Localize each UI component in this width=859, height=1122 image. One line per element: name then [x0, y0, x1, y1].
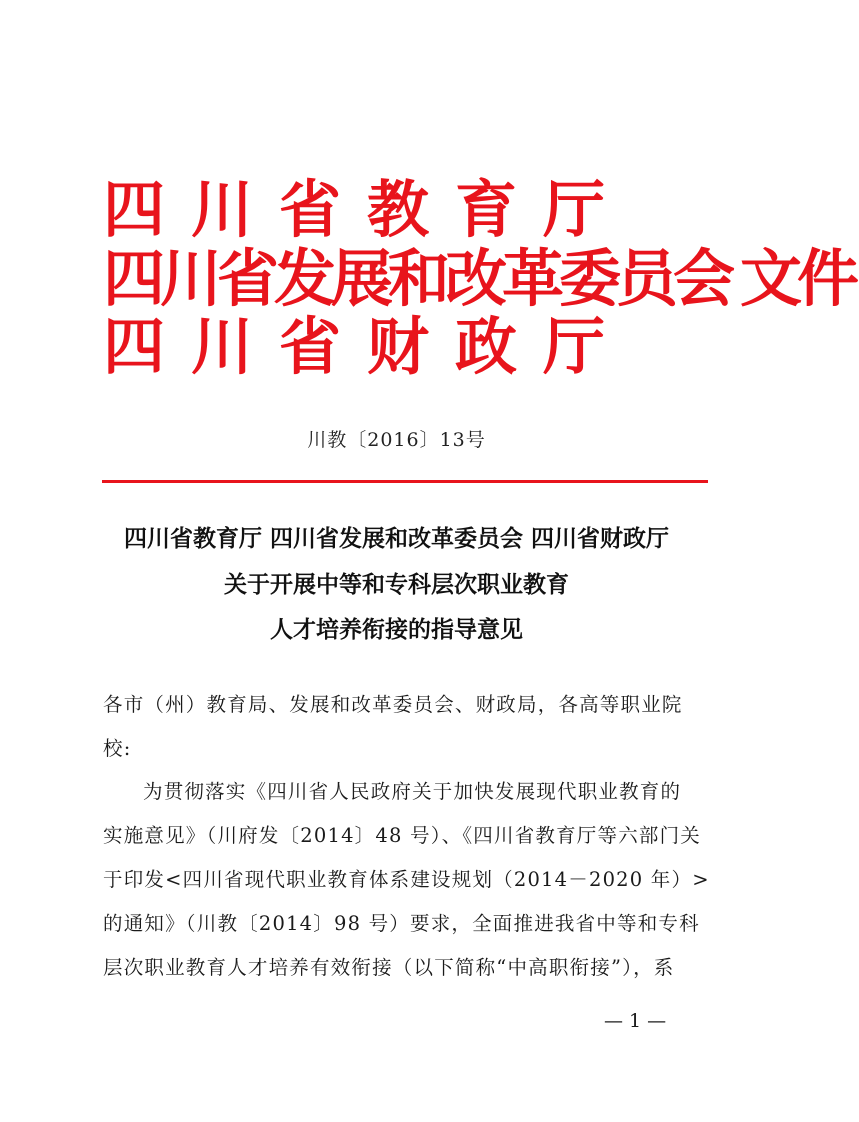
header-char: 川: [160, 242, 223, 315]
header-char: 员: [616, 242, 679, 315]
header-char: 省: [279, 173, 342, 246]
header-char: 川: [191, 173, 254, 246]
header-char: 政: [455, 310, 518, 383]
header-char: 省: [279, 310, 342, 383]
issuer-header-line-1: [103, 173, 631, 246]
header-char: 会: [673, 242, 736, 315]
header-char: 委: [559, 242, 622, 315]
document-title-line-1: 四川省教育厅 四川省发展和改革委员会 四川省财政厅: [123, 525, 669, 552]
body-text-line: 于印发<四川省现代职业教育体系建设规划（2014－2020 年）>: [103, 868, 710, 891]
page-number: — 1 —: [604, 1010, 667, 1032]
header-char: 育: [455, 173, 518, 246]
header-char: 四: [103, 173, 166, 246]
header-char: 教: [367, 173, 430, 246]
body-text-line: 实施意见》（川府发〔2014〕48 号）、《四川省教育厅等六部门关: [103, 824, 701, 847]
header-char: 厅: [543, 310, 606, 383]
header-char: 省: [217, 242, 280, 315]
body-text-line: 的通知》（川教〔2014〕98 号）要求，全面推进我省中等和专科: [103, 912, 700, 935]
header-char: 四: [103, 310, 166, 383]
header-char: 展: [331, 242, 394, 315]
header-char: 文: [740, 242, 803, 315]
document-number: 川教〔2016〕13号: [307, 429, 486, 451]
body-text-line: 各市（州）教育局、发展和改革委员会、财政局，各高等职业院: [103, 693, 683, 716]
header-char: 发: [274, 242, 337, 315]
header-char: 改: [445, 242, 508, 315]
document-title-line-3: 人才培养衔接的指导意见: [270, 616, 523, 643]
header-char: 件: [797, 242, 859, 315]
red-divider-rule: [102, 480, 708, 483]
issuer-header-line-3: [103, 310, 631, 383]
document-title-line-2: 关于开展中等和专科层次职业教育: [224, 571, 569, 598]
header-char: 财: [367, 310, 430, 383]
header-char: 厅: [543, 173, 606, 246]
issuer-header-line-2: [103, 242, 859, 315]
body-text-line: 层次职业教育人才培养有效衔接（以下简称“中高职衔接”），系: [103, 956, 675, 979]
body-text-line: 为贯彻落实《四川省人民政府关于加快发展现代职业教育的: [143, 780, 682, 803]
header-char: 四: [103, 242, 166, 315]
header-char: 川: [191, 310, 254, 383]
header-char: 革: [502, 242, 565, 315]
body-text-line: 校:: [103, 737, 132, 760]
header-char: 和: [388, 242, 451, 315]
